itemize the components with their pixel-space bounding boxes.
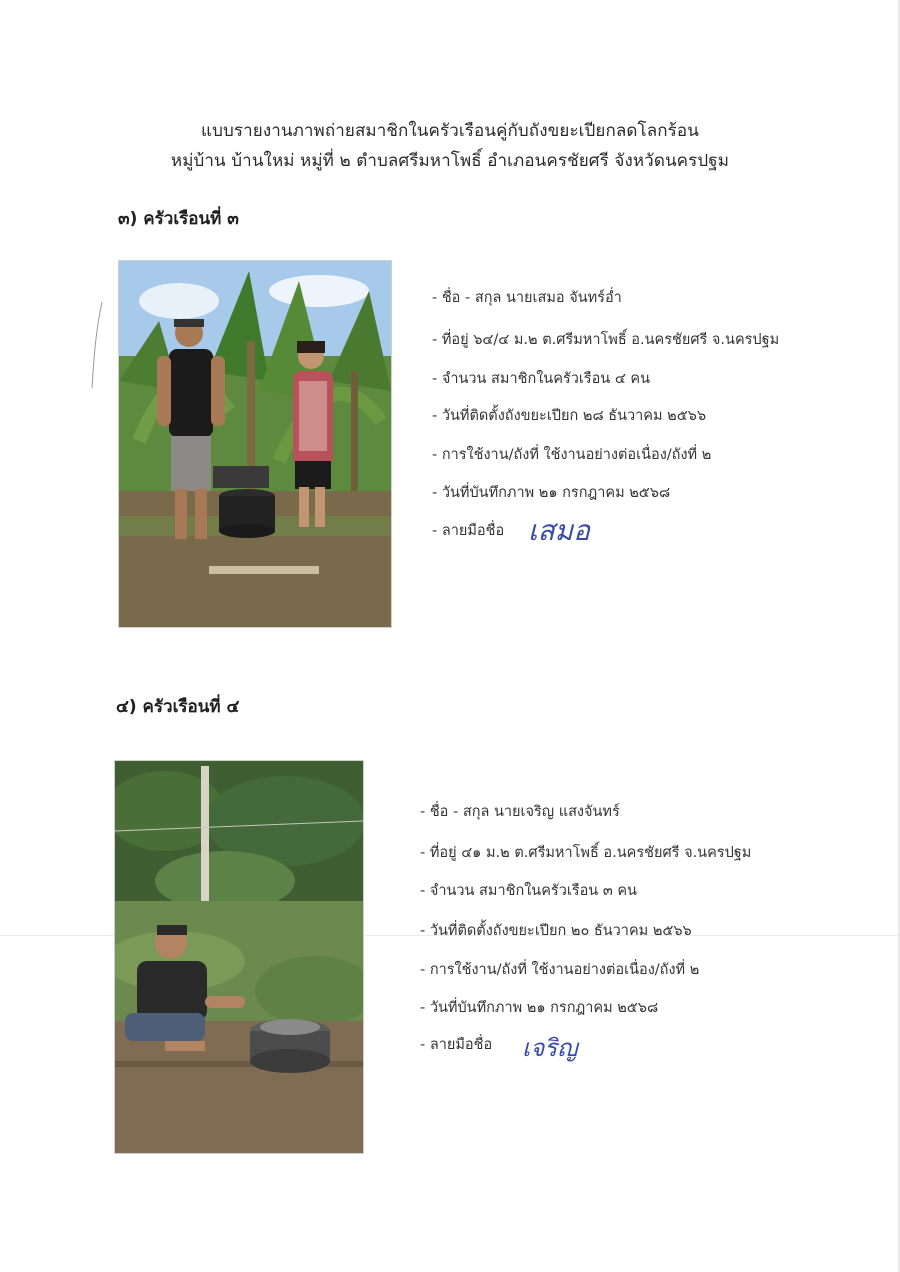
household-4-name: - ชื่อ - สกุล นายเจริญ แสงจันทร์ (420, 804, 620, 820)
household-3-signature: เสมอ (528, 514, 590, 547)
household-4-signature-label: - ลายมือชื่อ (420, 1037, 493, 1053)
report-title: แบบรายงานภาพถ่ายสมาชิกในครัวเรือนคู่กับถังขยะเปียกลดโลกร้อน (201, 121, 699, 141)
household-4-signature: เจริญ (522, 1034, 578, 1062)
household-4-address: - ที่อยู่ ๔๑ ม.๒ ต.ศรีมหาโพธิ์ อ.นครชัยศรี จ.นครปฐม (420, 845, 752, 861)
household-3-name: - ชื่อ - สกุล นายเสมอ จันทร์อ่ำ (432, 290, 622, 306)
household-3-heading: ๓) ครัวเรือนที่ ๓ (118, 209, 239, 229)
report-location: หมู่บ้าน บ้านใหม่ หมู่ที่ ๒ ตำบลศรีมหาโพธิ์ อำเภอนครชัยศรี จังหวัดนครปฐม (170, 151, 730, 171)
household-3-install-date: - วันที่ติดตั้งถังขยะเปียก ๒๘ ธันวาคม ๒๕๖๖ (432, 408, 707, 424)
household-3-member-count: - จำนวน สมาชิกในครัวเรือน ๔ คน (432, 371, 651, 387)
household-4-photo (114, 760, 364, 1154)
household-4-usage: - การใช้งาน/ถังที่ ใช้งานอย่างต่อเนื่อง/ถังที่ ๒ (420, 962, 700, 978)
household-4-photo-date: - วันที่บันทึกภาพ ๒๑ กรกฎาคม ๒๕๖๘ (420, 1000, 659, 1016)
household-4-member-count: - จำนวน สมาชิกในครัวเรือน ๓ คน (420, 883, 637, 899)
household-4-heading: ๔) ครัวเรือนที่ ๔ (116, 697, 240, 717)
margin-scratch-mark (88, 300, 108, 390)
household-3-details (432, 286, 872, 566)
household-3-photo (118, 260, 392, 628)
household-4-install-date: - วันที่ติดตั้งถังขยะเปียก ๒๐ ธันวาคม ๒๕๖๖ (420, 923, 692, 939)
household-3-signature-label: - ลายมือชื่อ (432, 523, 505, 539)
household-4-details (420, 800, 870, 1060)
household-3-usage: - การใช้งาน/ถังที่ ใช้งานอย่างต่อเนื่อง/ถังที่ ๒ (432, 447, 712, 463)
household-3-photo-date: - วันที่บันทึกภาพ ๒๑ กรกฎาคม ๒๕๖๘ (432, 485, 671, 501)
household-3-address: - ที่อยู่ ๖๔/๔ ม.๒ ต.ศรีมหาโพธิ์ อ.นครชัยศรี จ.นครปฐม (432, 332, 780, 348)
